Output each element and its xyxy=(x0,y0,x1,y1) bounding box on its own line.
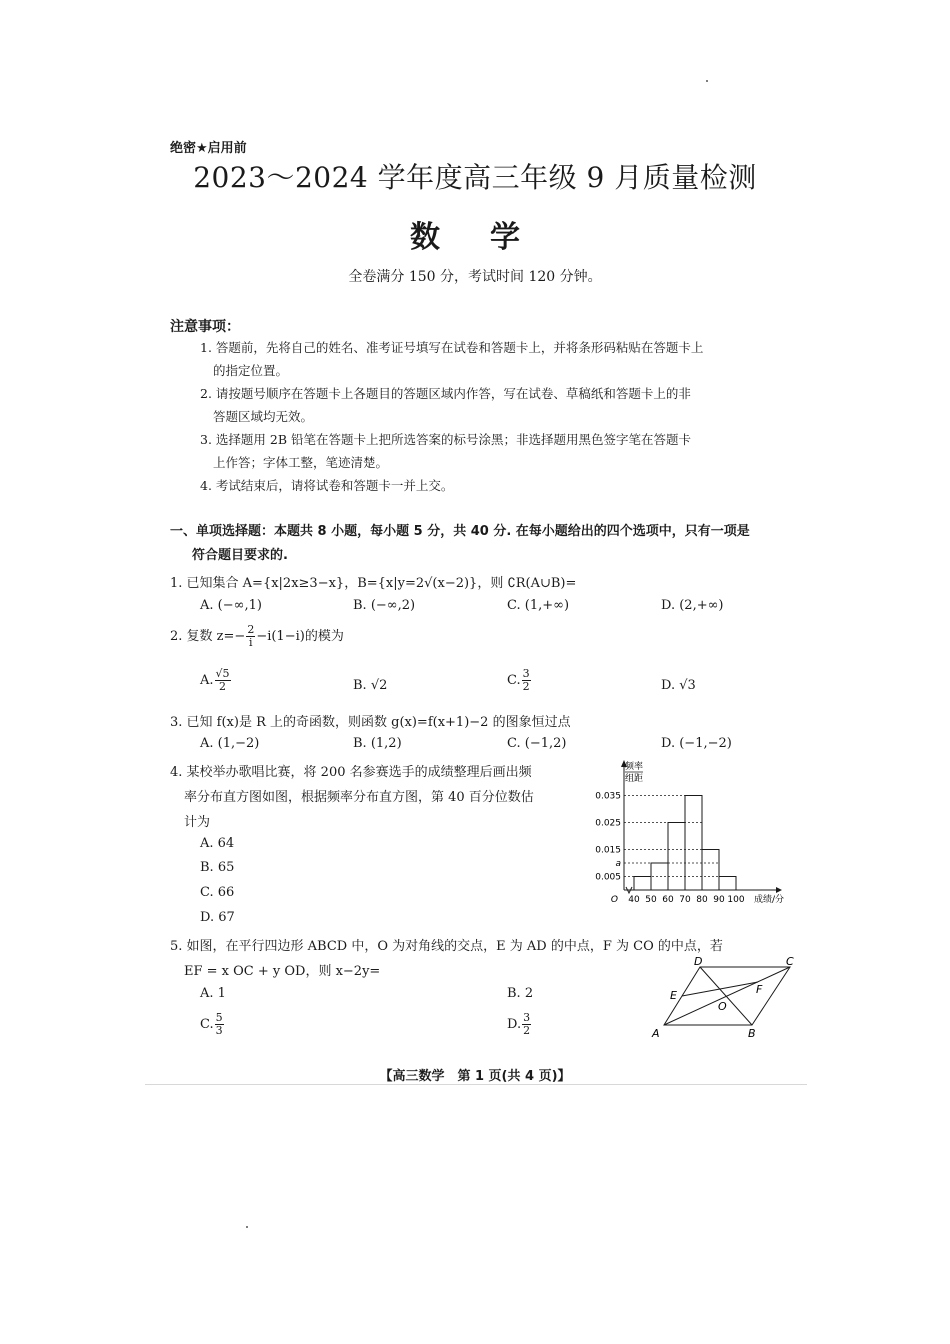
q1-option-d: D. (2,+∞) xyxy=(661,598,724,613)
y-tick-label: 0.025 xyxy=(595,818,621,829)
fraction-numerator: 3 xyxy=(523,1011,531,1024)
fraction-denominator: 2 xyxy=(219,680,227,693)
q2-option-a xyxy=(200,668,232,693)
q4-option-a: A. 64 xyxy=(200,836,235,851)
fraction-numerator: √5 xyxy=(215,667,230,680)
q5-option-c-fraction xyxy=(215,1012,224,1037)
fraction-numerator: 5 xyxy=(215,1011,223,1024)
option-label: C. xyxy=(507,673,521,688)
footer-divider xyxy=(145,1084,807,1085)
secret-label: 绝密★启用前 xyxy=(170,141,247,156)
y-tick-label: a xyxy=(615,859,621,869)
q3-option-d: D. (−1,−2) xyxy=(661,736,732,751)
q1-option-a: A. (−∞,1) xyxy=(200,598,262,613)
q5-option-c xyxy=(200,1012,225,1037)
y-tick-label: 0.035 xyxy=(595,791,621,802)
q5-option-a: A. 1 xyxy=(200,986,226,1001)
q2-option-a-fraction xyxy=(215,668,231,693)
q5-option-b: B. 2 xyxy=(507,986,534,1001)
q1-option-c: C. (1,+∞) xyxy=(507,598,570,613)
histogram-bar xyxy=(719,877,736,891)
notice-item-1 xyxy=(200,336,795,382)
fraction-numerator: 3 xyxy=(522,667,530,680)
x-tick-label: 100 xyxy=(727,895,745,905)
label-o: O xyxy=(718,1000,727,1013)
subject-title: 数学 xyxy=(410,220,570,255)
label-c: C xyxy=(786,955,794,968)
scan-dot xyxy=(706,80,708,82)
label-d: D xyxy=(694,955,703,968)
notice-line: 上作答；字体工整，笔迹清楚。 xyxy=(213,455,389,470)
q3-option-a: A. (1,−2) xyxy=(200,736,260,751)
notice-item-4 xyxy=(200,474,795,497)
question-4-line2: 率分布直方图如图，根据频率分布直方图，第 40 百分位数估 xyxy=(184,790,534,805)
q4-option-d: D. 67 xyxy=(200,910,235,925)
histogram-bar xyxy=(702,850,719,891)
q3-option-c: C. (−1,2) xyxy=(507,736,567,751)
fraction-denominator: 2 xyxy=(523,1024,531,1037)
section-line: 符合题目要求的. xyxy=(192,548,288,563)
x-tick-label: 40 xyxy=(628,895,640,905)
origin-label: O xyxy=(610,895,618,905)
option-label: C. xyxy=(200,1017,214,1032)
label-a: A xyxy=(652,1027,660,1040)
fraction-denominator: 3 xyxy=(215,1024,223,1037)
q1-option-b: B. (−∞,2) xyxy=(353,598,416,613)
x-axis-label: 成绩/分 xyxy=(754,895,785,905)
x-tick-label: 60 xyxy=(662,895,674,905)
q2-option-d: D. √3 xyxy=(661,678,696,693)
notice-line: 的指定位置。 xyxy=(213,363,289,378)
x-tick-label: 70 xyxy=(679,895,691,905)
x-tick-label: 80 xyxy=(696,895,708,905)
parallelogram-figure xyxy=(648,955,798,1040)
section-heading xyxy=(170,520,795,568)
label-e: E xyxy=(670,989,677,1002)
y-tick-label: 0.015 xyxy=(595,845,621,856)
full-score-note: 全卷满分 150 分，考试时间 120 分钟。 xyxy=(348,269,602,285)
q2-stem-post: −i(1−i)的模为 xyxy=(256,629,344,644)
fraction-denominator: 2 xyxy=(522,680,530,693)
notice-line: 2. 请按题号顺序在答题卡上各题目的答题区域内作答，写在试卷、草稿纸和答题卡上的非 xyxy=(200,386,691,401)
histogram-bar xyxy=(634,877,651,891)
notice-line: 3. 选择题用 2B 铅笔在答题卡上把所选答案的标号涂黑；非选择题用黑色签字笔在答题卡 xyxy=(200,432,691,447)
x-axis-arrow xyxy=(776,887,782,893)
q5-option-d xyxy=(507,1012,532,1037)
q2-option-c xyxy=(507,668,532,693)
histogram-bar xyxy=(668,823,685,891)
notice-line: 4. 考试结束后，请将试卷和答题卡一并上交。 xyxy=(200,478,454,493)
y-tick-label: 0.005 xyxy=(595,872,621,883)
question-4-line1: 4. 某校举办歌唱比赛，将 200 名参赛选手的成绩整理后画出频 xyxy=(170,765,532,780)
frequency-histogram xyxy=(588,757,798,907)
histogram-bar xyxy=(685,796,702,891)
notice-line: 1. 答题前，先将自己的姓名、准考证号填写在试卷和答题卡上，并将条形码粘贴在答题卡上 xyxy=(200,340,704,355)
page-footer: 【高三数学 第 1 页(共 4 页)】 xyxy=(379,1069,571,1084)
question-2-stem xyxy=(170,624,344,649)
question-5-line2: EF = x OC + y OD，则 x−2y= xyxy=(184,964,381,979)
question-1-stem: 1. 已知集合 A={x|2x≥3−x}，B={x|y=2√(x−2)}，则 ∁R(A∪B)= xyxy=(170,576,577,591)
fraction-denominator: i xyxy=(249,636,253,649)
scan-dot xyxy=(246,1226,248,1228)
exam-title: 2023～2024 学年度高三年级 9 月质量检测 xyxy=(193,161,757,194)
label-b: B xyxy=(748,1027,756,1040)
notice-line: 答题区域均无效。 xyxy=(213,409,314,424)
q5-option-d-fraction xyxy=(522,1012,531,1037)
q2-option-c-fraction xyxy=(522,668,531,693)
section-line: 一、单项选择题：本题共 8 小题，每小题 5 分，共 40 分. 在每小题给出的四个选项中，只有一项是 xyxy=(170,524,750,539)
notice-heading: 注意事项： xyxy=(170,319,240,335)
question-4-line3: 计为 xyxy=(184,815,211,830)
notice-item-2 xyxy=(200,382,795,428)
segment-ef xyxy=(682,982,758,996)
y-axis-label-bottom: 组距 xyxy=(624,774,644,784)
option-label: A. xyxy=(200,673,214,688)
q4-option-b: B. 65 xyxy=(200,860,235,875)
x-tick-label: 50 xyxy=(645,895,657,905)
y-axis-label-top: 频率 xyxy=(624,762,644,772)
q2-stem-pre: 2. 复数 z=− xyxy=(170,629,246,644)
q4-option-c: C. 66 xyxy=(200,885,235,900)
label-f: F xyxy=(756,983,763,996)
question-3-stem: 3. 已知 f(x)是 R 上的奇函数，则函数 g(x)=f(x+1)−2 的图象恒过点 xyxy=(170,715,571,730)
q2-option-b: B. √2 xyxy=(353,678,388,693)
option-label: D. xyxy=(507,1017,522,1032)
q3-option-b: B. (1,2) xyxy=(353,736,402,751)
q2-fraction xyxy=(246,624,255,649)
notice-item-3 xyxy=(200,428,795,474)
fraction-numerator: 2 xyxy=(247,623,255,636)
question-5-line1: 5. 如图，在平行四边形 ABCD 中，O 为对角线的交点，E 为 AD 的中点，F 为 CO 的中点，若 xyxy=(170,939,723,954)
x-tick-label: 90 xyxy=(713,895,725,905)
diagonal-bd xyxy=(700,967,752,1025)
